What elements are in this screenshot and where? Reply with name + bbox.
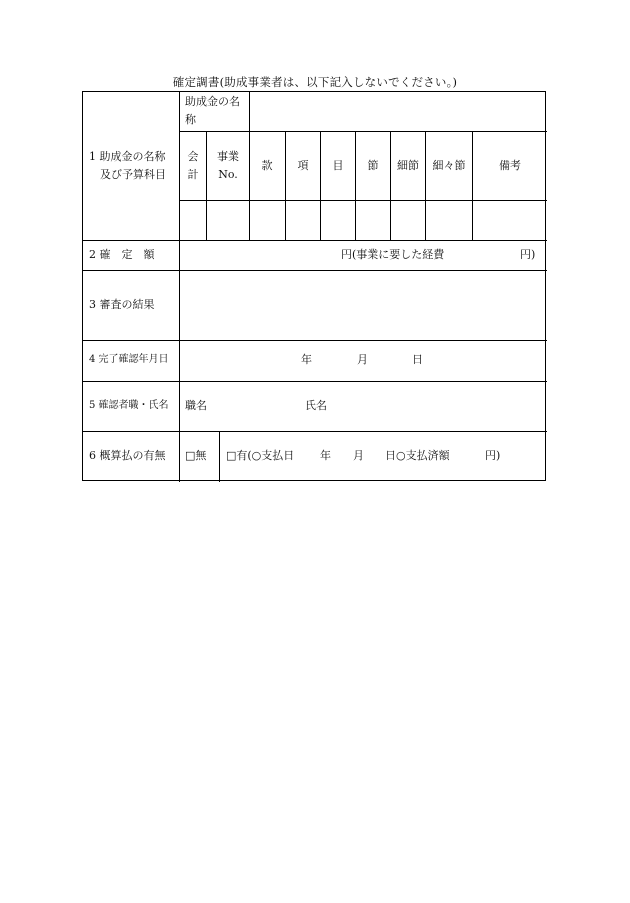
row6-yen-end: 円) [485,449,501,462]
row4-year: 年 [301,353,312,366]
row1-sub-line-b [179,200,547,201]
confirmation-form-table [82,91,546,481]
row4-day: 日 [412,353,423,366]
col-header-saisaisetsu: 細々節 [432,159,466,172]
col-header-kaikei-1: 会 [187,150,199,163]
col-divider-saisetsu [425,131,426,240]
grant-name-label-line2: 称 [185,113,196,126]
col-header-kan: 款 [261,159,273,172]
row6-label: 6 概算払の有無 [89,449,166,462]
row-divider-4 [83,381,547,382]
row-divider-5 [83,431,547,432]
row-divider-1 [83,240,547,241]
col-divider-kan [285,131,286,240]
row6-year: 年 [320,449,331,462]
label-column-divider [179,92,180,482]
col-header-setsu: 節 [367,159,379,172]
row5-label: 5 確認者職・氏名 [89,400,169,411]
row-divider-2 [83,270,547,271]
row6-yes-checkbox[interactable]: □有(○支払日 [226,449,295,462]
col-header-moku: 目 [332,159,344,172]
col-header-ko: 項 [297,159,309,172]
row1-sub-line-a [179,131,547,132]
col-divider-jigyo [249,131,250,240]
row2-amount-text: 円(事業に要した経費 [341,248,445,261]
form-title: 確定調書(助成事業者は、以下記入しないでください。) [172,75,458,89]
grant-name-divider [249,92,250,131]
row6-month: 月 [353,449,364,462]
row4-label: 4 完了確認年月日 [89,354,169,365]
col-divider-setsu [390,131,391,240]
row4-month: 月 [357,353,368,366]
col-header-kaikei-2: 計 [187,168,199,181]
row2-label: 2 確 定 額 [89,248,155,261]
row6-day-paid: 日○支払済額 [385,449,450,462]
row1-label-line1: 1 助成金の名称 [89,150,166,163]
row1-label-line2: 及び予算科目 [100,168,166,181]
row2-amount-end: 円) [520,248,536,261]
row-divider-3 [83,340,547,341]
row3-label: 3 審査の結果 [89,298,155,311]
grant-name-label-line1: 助成金の名 [185,95,240,108]
row6-none-divider [219,431,220,482]
col-header-saisetsu: 細節 [397,159,419,172]
col-header-jigyo-2: No. [218,168,238,181]
row6-none-checkbox[interactable]: □無 [185,449,207,462]
col-divider-ko [320,131,321,240]
col-divider-kaikei [206,131,207,240]
col-header-biko: 備考 [499,159,521,172]
col-divider-moku [355,131,356,240]
col-header-jigyo-1: 事業 [217,150,239,163]
row5-name: 氏名 [305,399,327,412]
col-divider-saisaisetsu [472,131,473,240]
row5-position: 職名 [185,399,207,412]
